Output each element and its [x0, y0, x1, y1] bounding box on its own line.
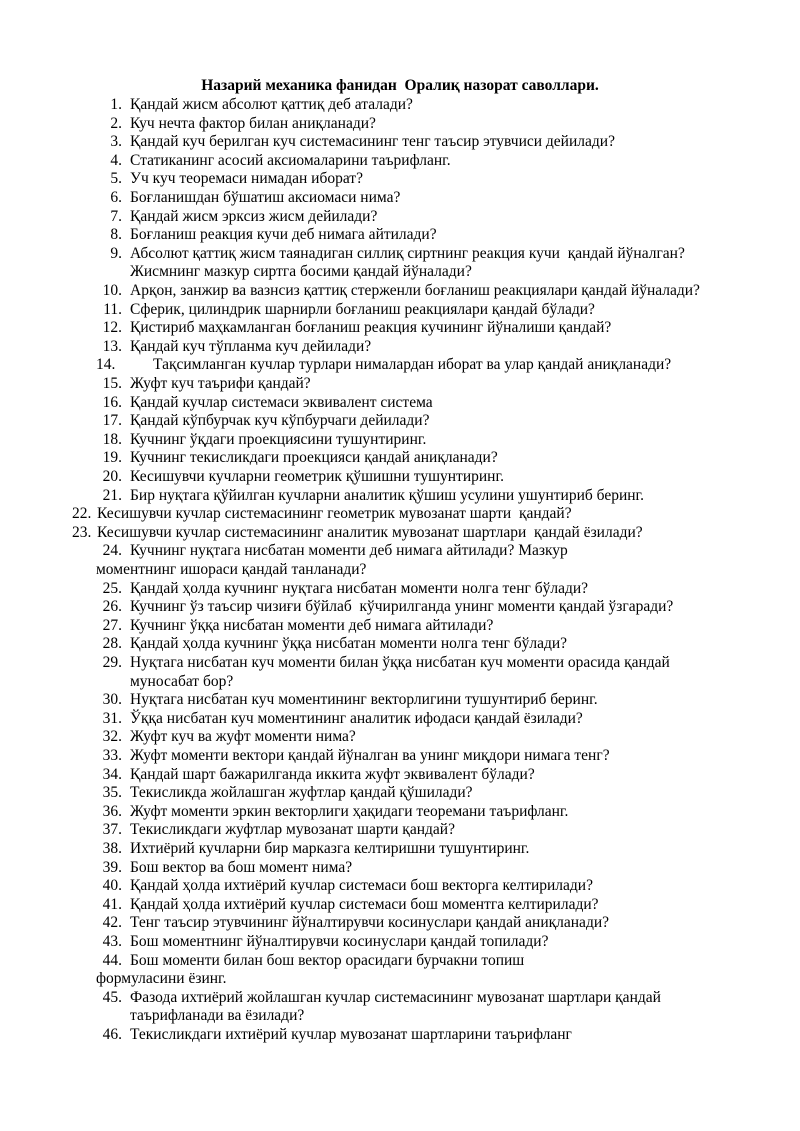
question-text: Кучнинг ўққа нисбатан моменти деб нимага айтилади? — [130, 616, 494, 634]
question-text: Текисликдаги жуфтлар мувозанат шарти қандай? — [130, 821, 455, 839]
question-text: Кесишувчи кучларни геометрик қўшишни тушунтиринг. — [130, 468, 504, 485]
question-number: 23. — [72, 523, 92, 541]
question-item — [0, 859, 800, 878]
question-number: 9. — [110, 244, 122, 262]
question-item — [0, 784, 800, 803]
question-number: 46. — [102, 1026, 122, 1043]
question-text: Кучнинг текисликдаги проекцияси қандай аниқланади? — [130, 449, 498, 467]
question-text: Жисмнинг мазкур сиртга босими қандай йўналади? — [130, 263, 472, 281]
question-item — [0, 766, 800, 785]
question-number: 38. — [102, 840, 122, 857]
question-text: Қандай кўпбурчак куч кўпбурчаги дейилади? — [130, 412, 430, 430]
question-item — [0, 375, 800, 394]
question-number: 41. — [102, 895, 122, 913]
question-item — [0, 803, 800, 822]
question-text: Қандай шарт бажарилганда иккита жуфт эквивалент бўлади? — [130, 765, 535, 783]
question-text: Қандай жисм эрксиз жисм дейилади? — [130, 207, 378, 225]
question-text: Бош моменти билан бош вектор орасидаги бурчакни топиш — [130, 951, 525, 969]
question-number: 45. — [102, 988, 122, 1006]
question-text: Статиканинг асосий аксиомаларини таърифланг. — [130, 151, 451, 169]
question-number: 12. — [102, 319, 122, 337]
question-item — [0, 394, 800, 413]
question-number: 4. — [110, 151, 122, 169]
question-text: Қандай ҳолда ихтиёрий кучлар системаси бош моментга келтирилади? — [130, 895, 599, 913]
question-text: Бош вектор ва бош момент нима? — [130, 858, 353, 876]
question-item — [0, 952, 800, 971]
question-number: 21. — [102, 486, 122, 504]
question-item — [0, 1026, 800, 1045]
question-number: 34. — [102, 765, 122, 783]
question-number: 42. — [102, 914, 122, 932]
question-item — [0, 914, 800, 933]
question-number: 35. — [102, 784, 122, 802]
question-item — [0, 747, 800, 766]
question-number: 44. — [102, 951, 122, 969]
question-number: 13. — [102, 337, 122, 355]
question-item — [0, 301, 800, 320]
question-item — [0, 710, 800, 729]
question-number: 22. — [72, 505, 92, 523]
question-number: 36. — [102, 802, 122, 820]
question-text: Кесишувчи кучлар системасининг аналитик мувозанат шартлари қандай ёзилади? — [97, 523, 643, 541]
question-text: Куч нечта фактор билан аниқланади? — [130, 114, 376, 132]
question-text: Тақсимланган кучлар турлари нималардан иборат ва улар қандай аниқланади? — [153, 356, 672, 374]
question-item — [0, 840, 800, 859]
question-item — [0, 821, 800, 840]
question-item — [0, 468, 800, 487]
question-number: 40. — [102, 877, 122, 895]
question-item — [0, 449, 800, 468]
question-text: Сферик, цилиндрик шарнирли боғланиш реакциялари қандай бўлади? — [130, 300, 595, 318]
question-text: Тенг таъсир этувчининг йўналтирувчи косинуслари қандай аниқланади? — [130, 914, 610, 932]
question-text: Боғланиш реакция кучи деб нимага айтилади? — [130, 226, 437, 244]
question-item — [0, 580, 800, 599]
question-text: Жуфт куч таърифи қандай? — [130, 375, 311, 392]
document-title: Назарий механика фанидан Оралиқ назорат саволлари. — [201, 77, 599, 94]
question-text: моментнинг ишораси қандай танланади? — [96, 561, 367, 578]
question-item — [0, 635, 800, 654]
question-continuation — [0, 561, 800, 580]
question-text: Ўққа нисбатан куч моментининг аналитик ифодаси қандай ёзилади? — [130, 709, 583, 727]
question-text: муносабат бор? — [130, 672, 234, 690]
question-number: 18. — [102, 430, 122, 448]
question-item — [0, 152, 800, 171]
question-number: 15. — [102, 375, 122, 392]
question-item — [0, 989, 800, 1008]
question-number: 29. — [102, 654, 122, 671]
question-text: Кучнинг нуқтага нисбатан моменти деб нимага айтилади? Мазкур — [130, 542, 568, 560]
question-text: Кесишувчи кучлар системасининг геометрик мувозанат шарти қандай? — [97, 505, 572, 523]
question-continuation — [0, 1007, 800, 1026]
question-text: Кучнинг ўз таъсир чизиғи бўйлаб кўчирилганда унинг моменти қандай ўзгаради? — [130, 598, 674, 616]
question-number: 11. — [103, 300, 122, 318]
question-number: 24. — [102, 542, 122, 560]
question-text: Нуқтага нисбатан куч моментининг векторлигини тушунтириб беринг. — [130, 691, 598, 709]
question-text: Қандай куч берилган куч системасининг тенг таъсир этувчиси дейилади? — [130, 133, 615, 151]
question-number: 17. — [102, 412, 122, 430]
question-continuation — [0, 263, 800, 282]
question-item — [0, 115, 800, 134]
question-number: 16. — [102, 393, 122, 411]
question-item — [0, 133, 800, 152]
question-number: 8. — [110, 226, 122, 244]
question-number: 37. — [102, 821, 122, 839]
question-text: таърифланади ва ёзилади? — [130, 1007, 305, 1025]
question-number: 14. — [96, 356, 116, 374]
question-text: Жуфт куч ва жуфт моменти нима? — [130, 728, 356, 746]
question-item — [0, 356, 800, 375]
question-number: 5. — [110, 170, 122, 188]
question-item — [0, 170, 800, 189]
question-text: Арқон, занжир ва вазнсиз қаттиқ стерженли боғланиш реакциялари қандай йўналади? — [130, 282, 700, 299]
question-item — [0, 877, 800, 896]
question-number: 28. — [102, 635, 122, 653]
question-number: 25. — [102, 579, 122, 597]
question-number: 33. — [102, 747, 122, 764]
question-item — [0, 431, 800, 450]
question-item — [0, 728, 800, 747]
question-number: 26. — [102, 598, 122, 616]
question-item — [0, 617, 800, 636]
question-number: 7. — [110, 207, 122, 225]
question-text: Текисликдаги ихтиёрий кучлар мувозанат шартларини таърифланг — [130, 1026, 572, 1043]
question-text: Жуфт моменти вектори қандай йўналган ва унинг миқдори нимага тенг? — [130, 747, 610, 764]
question-number: 20. — [102, 468, 122, 485]
question-number: 10. — [102, 282, 122, 299]
question-item — [0, 896, 800, 915]
question-text: Жуфт моменти эркин векторлиги ҳақидаги теоремани таърифланг. — [130, 802, 569, 820]
question-text: Қистириб маҳкамланган боғланиш реакция кучининг йўналиши қандай? — [130, 319, 612, 337]
question-number: 27. — [102, 616, 122, 634]
question-text: Фазода ихтиёрий жойлашган кучлар системасининг мувозанат шартлари қандай — [130, 988, 661, 1006]
question-continuation — [0, 673, 800, 692]
question-text: Бир нуқтага қўйилган кучларни аналитик қўшиш усулини ушунтириб беринг. — [130, 486, 645, 504]
question-text: формуласини ёзинг. — [96, 970, 227, 988]
question-text: Абсолют қаттиқ жисм таянадиган силлиқ сиртнинг реакция кучи қандай йўналган? — [130, 244, 685, 262]
question-item — [0, 226, 800, 245]
question-text: Кучнинг ўқдаги проекциясини тушунтиринг. — [130, 430, 427, 448]
question-item — [0, 319, 800, 338]
question-number: 30. — [102, 691, 122, 709]
question-continuation — [0, 970, 800, 989]
question-item — [0, 245, 800, 264]
question-number: 31. — [102, 709, 122, 727]
question-item — [0, 524, 800, 543]
question-text: Қандай жисм абсолют қаттиқ деб аталади? — [130, 96, 413, 113]
question-text: Қандай куч тўпланма куч дейилади? — [130, 337, 372, 355]
question-text: Қандай ҳолда кучнинг нуқтага нисбатан моменти нолга тенг бўлади? — [130, 579, 589, 597]
question-item — [0, 338, 800, 357]
question-text: Ихтиёрий кучларни бир марказга келтиришни тушунтиринг. — [130, 840, 530, 857]
question-item — [0, 487, 800, 506]
question-item — [0, 542, 800, 561]
question-item — [0, 208, 800, 227]
question-text: Қандай ҳолда ихтиёрий кучлар системаси бош векторга келтирилади? — [130, 877, 593, 895]
question-item — [0, 189, 800, 208]
question-number: 3. — [110, 133, 122, 151]
question-item — [0, 691, 800, 710]
question-item — [0, 505, 800, 524]
question-text: Боғланишдан бўшатиш аксиомаси нима? — [130, 189, 401, 206]
question-item — [0, 654, 800, 673]
question-item — [0, 412, 800, 431]
question-number: 1. — [110, 96, 122, 113]
question-item — [0, 598, 800, 617]
question-text: Текисликда жойлашган жуфтлар қандай қўшилади? — [130, 784, 473, 802]
question-text: Қандай кучлар системаси эквивалент система — [130, 393, 433, 411]
question-text: Қандай ҳолда кучнинг ўққа нисбатан моменти нолга тенг бўлади? — [130, 635, 568, 653]
question-item — [0, 96, 800, 115]
question-text: Уч куч теоремаси нимадан иборат? — [130, 170, 363, 188]
question-number: 43. — [102, 933, 122, 950]
question-text: Нуқтага нисбатан куч моменти билан ўққа нисбатан куч моменти орасида қандай — [130, 654, 670, 671]
question-item — [0, 933, 800, 952]
question-number: 6. — [110, 189, 122, 206]
question-number: 39. — [102, 858, 122, 876]
question-number: 32. — [102, 728, 122, 746]
question-number: 2. — [110, 114, 122, 132]
question-item — [0, 282, 800, 301]
question-text: Бош моментнинг йўналтирувчи косинуслари қандай топилади? — [130, 933, 549, 950]
question-number: 19. — [102, 449, 122, 467]
